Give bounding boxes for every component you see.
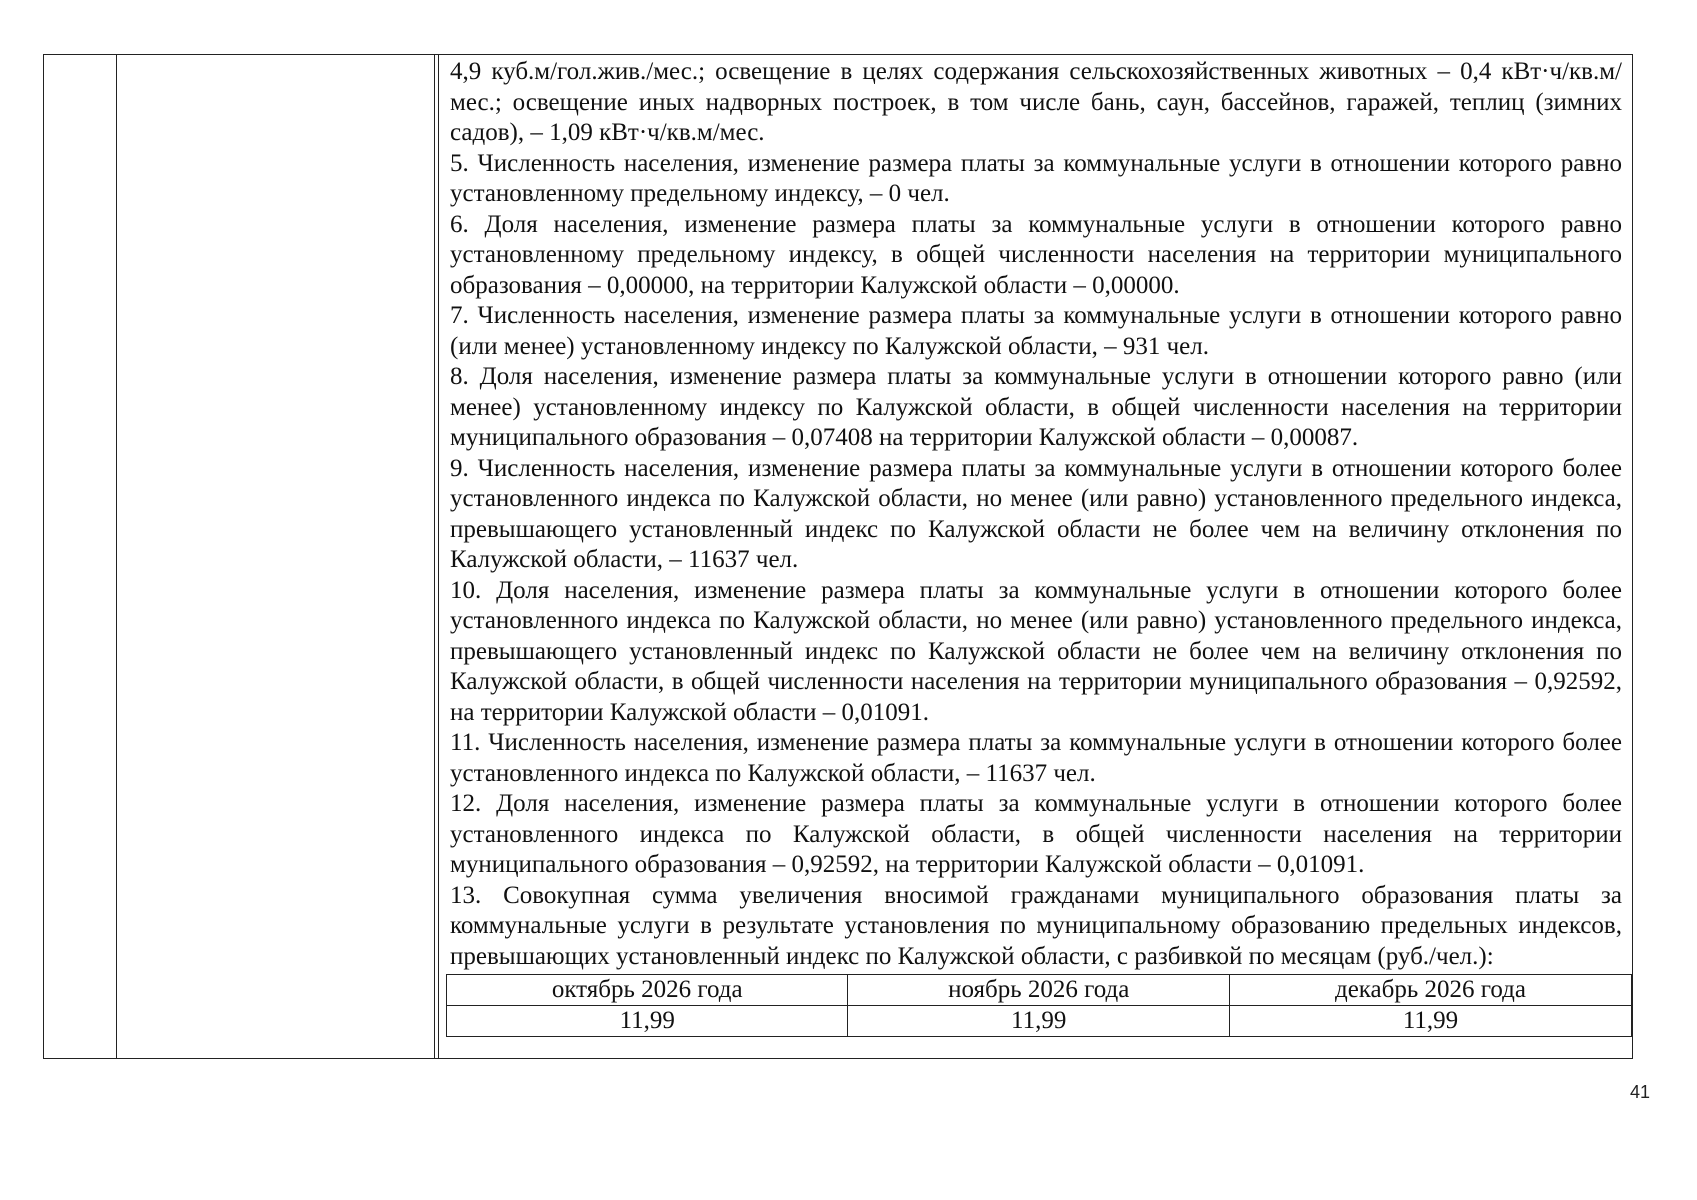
paragraph-4-continued: 4,9 куб.м/гол.жив./мес.; освещение в целях содержания сельскохозяйственных животных – 0,4 кВт·ч/кв.м/мес.; освещение иных надворных построек, в том числе бань, саун, бассейнов, гаражей, теплиц (зимних садов), – 1,09 кВт·ч/кв.м/мес. [450, 58, 1622, 146]
column-divider [116, 55, 117, 1058]
paragraph-8: 8. Доля населения, изменение размера платы за коммунальные услуги в отношении которого равно (или менее) установленному индексу по Калужской области, в общей численности населения на территории муниципального образования – 0,07408 на территории Калужской области – 0,00087. [450, 363, 1622, 451]
table-header-row [447, 975, 1632, 1006]
value-cell-october: 11,99 [447, 1006, 848, 1037]
header-cell-october: октябрь 2026 года [447, 975, 848, 1006]
monthly-amounts-table [446, 974, 1632, 1037]
content-cell [442, 57, 1630, 1037]
header-cell-november: ноябрь 2026 года [848, 975, 1230, 1006]
page-number: 41 [1629, 1082, 1650, 1102]
column-divider [438, 55, 439, 1058]
table-row [447, 1006, 1632, 1037]
column-divider [434, 55, 435, 1058]
paragraph-13: 13. Совокупная сумма увеличения вносимой гражданами муниципального образования платы за коммунальные услуги в результате установления по муниципальному образованию предельных индексов, превышающих установленный индекс по Калужской области, с разбивкой по месяцам (руб./чел.): [450, 881, 1622, 970]
document-table [43, 54, 1633, 1059]
paragraph-5: 5. Численность населения, изменение размера платы за коммунальные услуги в отношении которого равно установленному предельному индексу, – 0 чел. [450, 149, 1622, 207]
value-cell-december: 11,99 [1229, 1006, 1631, 1037]
paragraph-10: 10. Доля населения, изменение размера платы за коммунальные услуги в отношении которого более установленного индекса по Калужской области, но менее (или равно) установленного предельного индекса, превышающего установленный индекс по Калужской области не более чем на величину отклонения по Калужской области, в общей численности населения на территории муниципального образования – 0,92592, на территории Калужской области – 0,01091. [450, 576, 1622, 726]
value-cell-november: 11,99 [848, 1006, 1230, 1037]
paragraph-9: 9. Численность населения, изменение размера платы за коммунальные услуги в отношении которого более установленного индекса по Калужской области, но менее (или равно) установленного предельного индекса, превышающего установленный индекс по Калужской области не более чем на величину отклонения по Калужской области, – 11637 чел. [450, 454, 1622, 573]
paragraph-7: 7. Численность населения, изменение размера платы за коммунальные услуги в отношении которого равно (или менее) установленному индексу по Калужской области, – 931 чел. [450, 302, 1622, 360]
paragraph-6: 6. Доля населения, изменение размера платы за коммунальные услуги в отношении которого равно установленному предельному индексу, в общей численности населения на территории муниципального образования – 0,00000, на территории Калужской области – 0,00000. [450, 210, 1622, 299]
paragraph-12: 12. Доля населения, изменение размера платы за коммунальные услуги в отношении которого более установленного индекса по Калужской области, в общей численности населения на территории муниципального образования – 0,92592, на территории Калужской области – 0,01091. [450, 790, 1622, 878]
paragraph-11: 11. Численность населения, изменение размера платы за коммунальные услуги в отношении которого более установленного индекса по Калужской области, – 11637 чел. [450, 729, 1622, 787]
header-cell-december: декабрь 2026 года [1229, 975, 1631, 1006]
